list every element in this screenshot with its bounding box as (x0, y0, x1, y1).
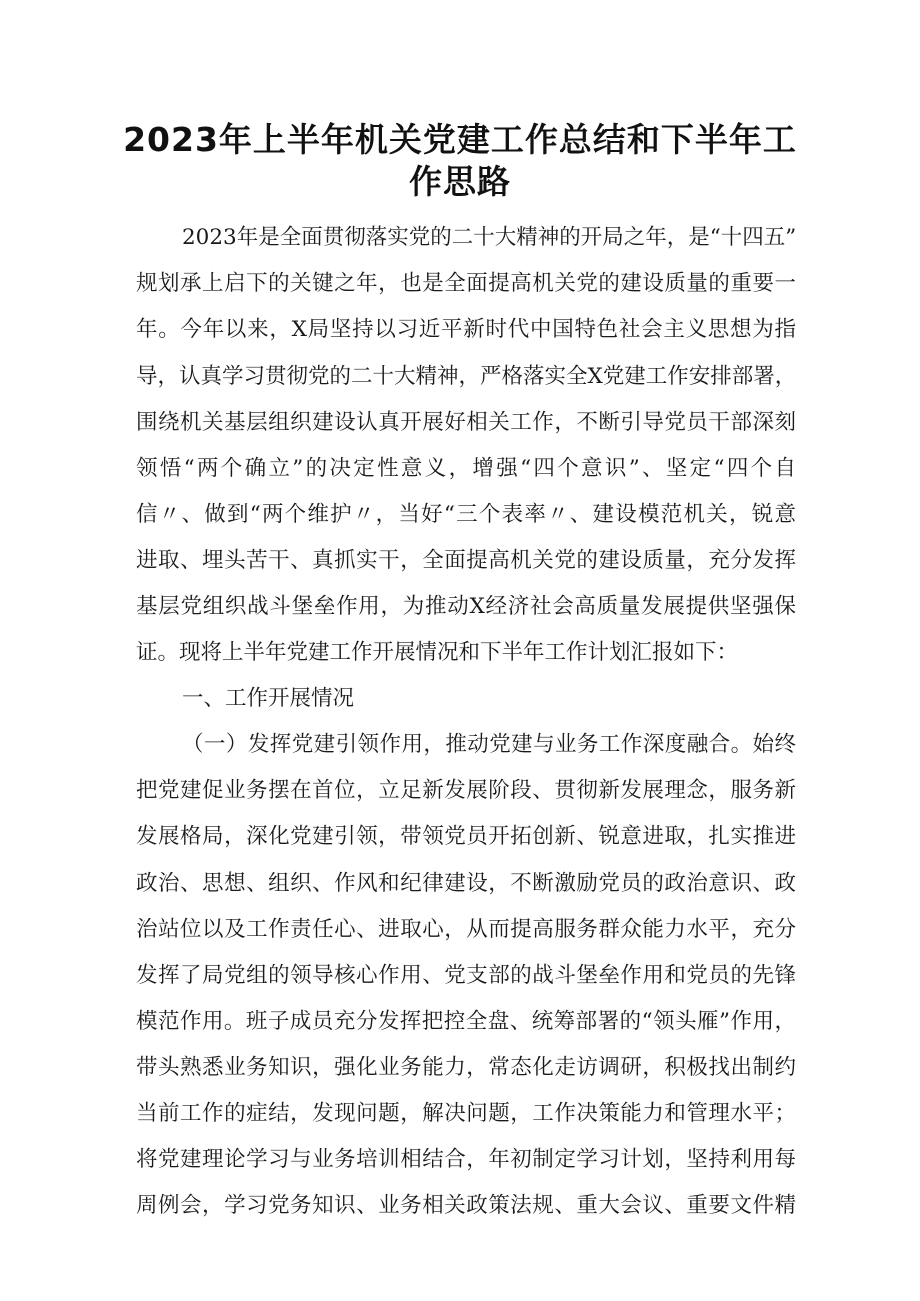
body-line: （一）发挥党建引领作用，推动党建与业务工作深度融合。始终 (182, 732, 796, 757)
intro-line: 基层党组织战斗堡垒作用，为推动X经济社会高质量发展提供坚强保 (136, 594, 796, 619)
intro-line: 证。现将上半年党建工作开展情况和下半年工作计划汇报如下： (136, 640, 739, 665)
intro-line: 信〃、做到“两个维护〃，当好“三个表率〃、建设模范机关，锐意 (136, 502, 796, 527)
body-line: 模范作用。班子成员充分发挥把控全盘、统筹部署的“领头雁”作用， (136, 1009, 796, 1034)
intro-line: 2023年是全面贯彻落实党的二十大精神的开局之年，是“十四五” (182, 225, 796, 250)
document-title-line-1: 2023年上半年机关党建工作总结和下半年工 (123, 120, 797, 159)
body-line: 发展格局，深化党建引领，带领党员开拓创新、锐意进取，扎实推进 (136, 824, 796, 849)
body-line: 将党建理论学习与业务培训相结合，年初制定学习计划，坚持利用每 (136, 1147, 796, 1172)
document-title-line-2: 作思路 (409, 162, 511, 201)
body-line: 政治、思想、组织、作风和纪律建设，不断激励党员的政治意识、政 (136, 871, 796, 896)
intro-line: 规划承上启下的关键之年，也是全面提高机关党的建设质量的重要一 (136, 271, 796, 296)
intro-line: 年。今年以来，X局坚持以习近平新时代中国特色社会主义思想为指 (136, 317, 796, 342)
body-line: 把党建促业务摆在首位，立足新发展阶段、贯彻新发展理念，服务新 (136, 778, 796, 803)
intro-line: 领悟“两个确立”的决定性意义，增强“四个意识”、坚定“四个自 (136, 456, 796, 481)
intro-line: 围绕机关基层组织建设认真开展好相关工作，不断引导党员干部深刻 (136, 410, 796, 435)
intro-line: 导，认真学习贯彻党的二十大精神，严格落实全X党建工作安排部署， (136, 364, 796, 389)
section-heading: 一、工作开展情况 (182, 686, 355, 711)
body-line: 发挥了局党组的领导核心作用、党支部的战斗堡垒作用和党员的先锋 (136, 963, 796, 988)
intro-line: 进取、埋头苦干、真抓实干，全面提高机关党的建设质量，充分发挥 (136, 548, 796, 573)
body-line: 周例会，学习党务知识、业务相关政策法规、重大会议、重要文件精 (136, 1193, 796, 1218)
body-line: 当前工作的症结，发现问题，解决问题，工作决策能力和管理水平； (136, 1101, 796, 1126)
body-line: 治站位以及工作责任心、进取心，从而提高服务群众能力水平，充分 (136, 917, 796, 942)
body-line: 带头熟悉业务知识，强化业务能力，常态化走访调研，积极找出制约 (136, 1055, 796, 1080)
